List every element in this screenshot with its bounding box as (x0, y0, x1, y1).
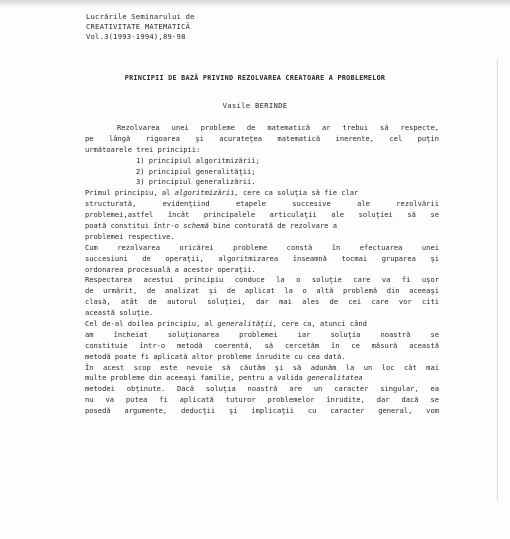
body-line: Cel de-al doilea principiu, al generalităţii, cere ca, atunci când (85, 319, 367, 329)
body-line: clasă, atât de autorul soluţiei, dar mai ales de cei care vor citi (85, 297, 439, 307)
body-line: următoarele trei principii: (85, 144, 201, 154)
body-line: pe lângă rigoarea şi acurateţea matematică inerente, cel puţin (85, 133, 439, 143)
body-line: ordonarea procesuală a acestor operaţii. (85, 264, 256, 274)
emphasis-term: schemă (183, 221, 209, 231)
list-item: 1) principiul algoritmizării; (136, 155, 260, 165)
emphasis-term: generalitatea (307, 373, 363, 383)
body-line: am încheiat soluţionarea problemei iar soluţia noastră se (85, 329, 439, 339)
header-line-journal: CREATIVITATE MATEMATICĂ (86, 22, 191, 31)
paper-author: Vasile BERINDE (222, 101, 288, 110)
body-line: metodă poate fi aplicată altor probleme înrudite cu cea dată. (85, 351, 346, 361)
body-line: multe probleme din aceeaşi familie, pentru a valida generalitatea (85, 373, 363, 383)
body-line: poată constitui într-o schemă bine conturată de rezolvare a (85, 221, 337, 231)
body-line: Cum rezolvarea oricărei probleme constă în efectuarea unei (85, 242, 439, 252)
body-line: de urmărit, de analizat şi de aplicat la o altă problemă din aceeaşi (85, 286, 439, 296)
header-line-series: Lucrările Seminarului de (86, 12, 195, 21)
body-line: problemei respective. (85, 231, 175, 241)
body-line: constituie într-o metodă coerentă, să cercetăm în ce măsură această (85, 340, 439, 350)
body-line: Rezolvarea unei probleme de matematică ar trebui să respecte, (117, 123, 439, 132)
header-line-volume: Vol.3(1993-1994),89-98 (86, 32, 186, 41)
body-line: succesiuni de operaţii, algoritmizarea înseamnă tocmai gruparea şi (85, 253, 439, 263)
scan-right-edge (497, 60, 498, 500)
body-line: În acest scop este nevoie să căutăm şi să adunăm la un loc cât mai (85, 362, 439, 372)
body-line: metodei obţinute. Dacă soluţia noastră are un caracter singular, ea (85, 384, 439, 394)
body-line: Respectarea acestui principiu conduce la o soluţie care va fi uşor (85, 275, 439, 285)
body-line: nu va putea fi aplicată tuturor problemelor înrudite, dar dacă se (85, 395, 439, 405)
emphasis-term: generalităţii, (217, 319, 278, 329)
paper-title: PRINCIPII DE BAZĂ PRIVIND REZOLVAREA CREATOARE A PROBLEMELOR (124, 74, 386, 82)
body-line: Primul principiu, al algoritmizării, cere ca soluţia să fie clar (85, 188, 359, 198)
emphasis-term: algoritmizării, (174, 188, 239, 198)
body-line: această soluţie. (85, 308, 154, 318)
list-item: 2) principiul generalităţii; (136, 166, 256, 176)
body-line: posedă argumente, deducţii şi implicaţii cu caracter general, vom (85, 406, 439, 416)
journal-header (86, 12, 195, 42)
scan-top-shadow (0, 0, 510, 8)
paper-body (85, 123, 439, 417)
list-item: 3) principiul generalizării. (136, 177, 256, 187)
body-line: structurată, evidenţiind etapele succesive ale rezolvării (85, 199, 439, 209)
body-line: problemei,astfel încât principalele articulaţii ale soluţiei să se (85, 210, 439, 220)
